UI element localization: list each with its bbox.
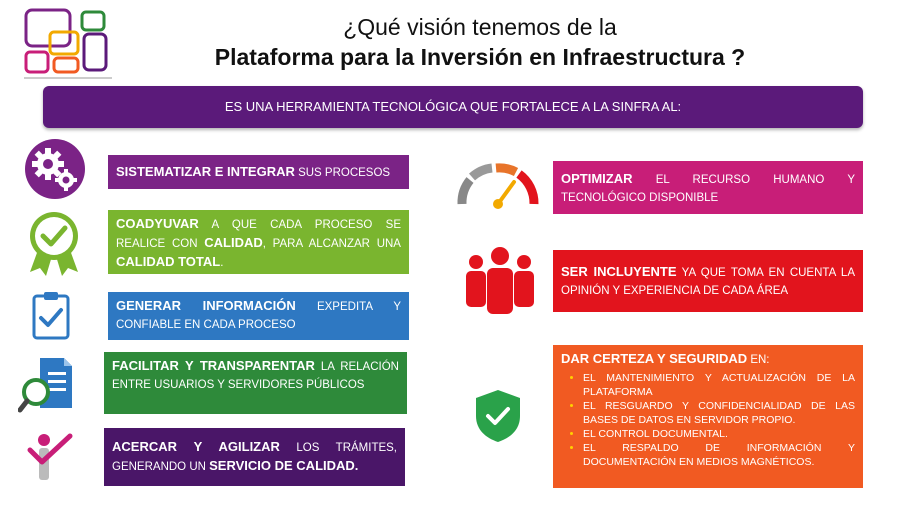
facilitar-text: LA RELACIÓN ENTRE USUARIOS Y SERVIDORES PÚBLICOS: [112, 361, 399, 391]
logo-icon: [22, 6, 114, 80]
certeza-bullet: • EL RESGUARDO Y CONFIDENCIALIDAD DE LAS BASES DE DATOS EN SERVIDOR PROPIO.: [583, 399, 855, 427]
box-sistematizar: [108, 155, 409, 189]
shield-check-icon: [474, 388, 522, 444]
banner: ES UNA HERRAMIENTA TECNOLÓGICA QUE FORTALECE A LA SINFRA AL:: [43, 86, 863, 128]
clipboard-check-icon: [30, 290, 74, 340]
title-line-1: ¿Qué visión tenemos de la: [343, 14, 617, 40]
box-generar: [108, 292, 409, 340]
badge-check-icon: [26, 210, 82, 278]
generar-bold: GENERAR INFORMACIÓN: [116, 298, 296, 313]
generar-text: EXPEDITA Y CONFIABLE EN CADA PROCESO: [116, 301, 402, 331]
coadyuvar-text-3: .: [220, 257, 224, 269]
acercar-bold-1: ACERCAR Y AGILIZAR: [112, 439, 280, 454]
facilitar-bold: FACILITAR Y TRANSPARENTAR: [112, 358, 315, 373]
certeza-bullet: • EL MANTENIMIENTO Y ACTUALIZACIÓN DE LA PLATAFORMA: [583, 371, 855, 399]
box-acercar: [104, 428, 405, 486]
certeza-list: [561, 371, 855, 469]
sistematizar-bold: SISTEMATIZAR E INTEGRAR: [116, 164, 295, 179]
optimizar-text: EL RECURSO HUMANO Y TECNOLÓGICO DISPONIBLE: [561, 174, 855, 204]
gears-icon: [22, 138, 88, 200]
certeza-text: EN:: [747, 354, 770, 366]
box-certeza: [553, 345, 863, 488]
speedometer-icon: [456, 160, 540, 210]
box-incluyente: [553, 250, 863, 312]
document-search-icon: [18, 356, 76, 416]
people-icon: [462, 246, 538, 316]
coadyuvar-text-2: , PARA ALCANZAR UNA: [262, 238, 401, 250]
acercar-bold-2: SERVICIO DE CALIDAD.: [209, 458, 359, 473]
certeza-bullet: • EL RESPALDO DE INFORMACIÓN Y DOCUMENTACIÓN EN MEDIOS MAGNÉTICOS.: [583, 441, 855, 469]
coadyuvar-bold-1: COADYUVAR: [116, 216, 199, 231]
certeza-bold: DAR CERTEZA Y SEGURIDAD: [561, 351, 748, 366]
acercar-text-1: LOS TRÁMITES, GENERANDO UN: [112, 442, 398, 473]
title-line-2: Plataforma para la Inversión en Infraestructura ?: [214, 44, 746, 70]
sistematizar-text: SUS PROCESOS: [294, 167, 391, 179]
box-coadyuvar: [108, 210, 409, 274]
optimizar-bold: OPTIMIZAR: [561, 171, 633, 186]
person-check-icon: [26, 432, 74, 482]
coadyuvar-text-1: A QUE CADA PROCESO SE REALICE CON: [116, 219, 401, 250]
coadyuvar-bold-3: CALIDAD TOTAL: [116, 254, 221, 269]
incluyente-bold: SER INCLUYENTE: [561, 264, 677, 279]
box-facilitar: [104, 352, 407, 414]
certeza-bullet: • EL CONTROL DOCUMENTAL.: [583, 427, 855, 441]
incluyente-text: YA QUE TOMA EN CUENTA LA OPINIÓN Y EXPERIENCIA DE CADA ÁREA: [561, 267, 855, 297]
box-optimizar: [553, 161, 863, 214]
coadyuvar-bold-2: CALIDAD: [204, 235, 263, 250]
